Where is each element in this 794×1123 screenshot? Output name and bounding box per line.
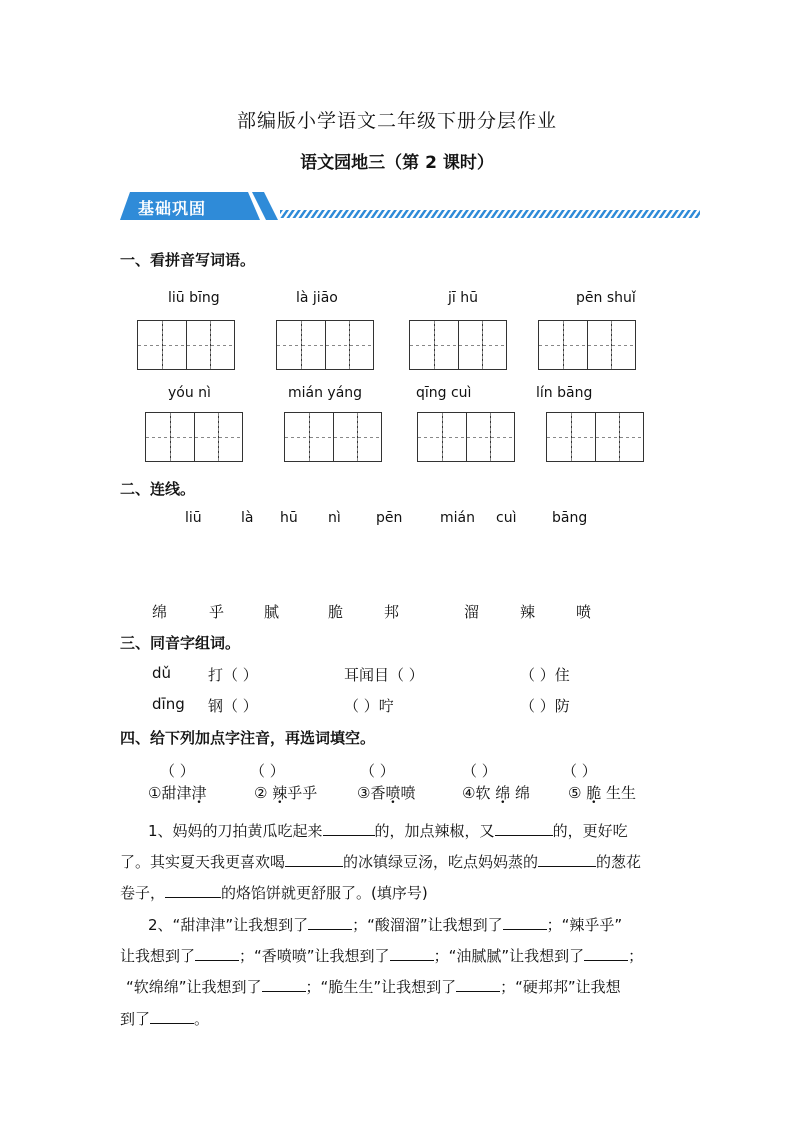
- dotted-char: 津: [191, 784, 207, 802]
- match-pinyin[interactable]: pēn: [376, 510, 403, 526]
- writing-grid[interactable]: [538, 320, 636, 370]
- pinyin-penshui: pēn shuǐ: [576, 290, 636, 306]
- question2-line2: 让我想到了 ；“香喷喷”让我想到了 ；“油腻腻”让我想到了 ；: [120, 947, 644, 965]
- match-char[interactable]: 邦: [384, 603, 400, 621]
- pinyin-qingcui: qīng cuì: [416, 385, 472, 401]
- writing-grid[interactable]: [137, 320, 235, 370]
- match-pinyin[interactable]: mián: [440, 510, 475, 526]
- answer-blank[interactable]: [262, 977, 306, 992]
- match-pinyin[interactable]: liū: [185, 510, 202, 526]
- match-char[interactable]: 腻: [264, 603, 280, 621]
- writing-grid[interactable]: [284, 412, 382, 462]
- homophone-blank[interactable]: （ ）防: [520, 697, 570, 715]
- writing-grid[interactable]: [276, 320, 374, 370]
- dotted-char: 喷: [385, 784, 401, 802]
- match-char[interactable]: 绵: [152, 603, 168, 621]
- banner-graphic: [120, 190, 700, 226]
- pinyin-jihu: jī hū: [448, 290, 478, 306]
- pinyin-blank[interactable]: （ ）: [250, 762, 285, 780]
- writing-grid[interactable]: [145, 412, 243, 462]
- writing-grid[interactable]: [417, 412, 515, 462]
- dotted-char: 绵: [495, 784, 511, 802]
- writing-grid[interactable]: [409, 320, 507, 370]
- pinyin-mianyang: mián yáng: [288, 385, 363, 401]
- answer-blank[interactable]: [390, 946, 434, 961]
- homophone-pinyin: dǔ: [152, 664, 172, 682]
- match-char[interactable]: 辣: [520, 603, 536, 621]
- pinyin-lajiao: là jiāo: [296, 290, 338, 306]
- section3-heading: 三、同音字组词。: [120, 634, 241, 652]
- match-char[interactable]: 脆: [328, 603, 344, 621]
- reduplicated-word-1: ①甜津津: [148, 784, 207, 802]
- answer-blank[interactable]: [150, 1009, 194, 1024]
- lesson-subtitle: 语文园地三（第 2 课时）: [300, 153, 494, 173]
- match-char[interactable]: 乎: [209, 603, 225, 621]
- match-pinyin[interactable]: bāng: [552, 510, 588, 526]
- match-pinyin[interactable]: là: [241, 510, 254, 526]
- homophone-blank[interactable]: 打（ ）: [208, 666, 258, 684]
- pinyin-youni: yóu nì: [168, 385, 211, 401]
- banner-stripes: [280, 210, 700, 218]
- answer-blank[interactable]: [285, 852, 343, 867]
- question2-line3: “软绵绵”让我想到了 ；“脆生生”让我想到了 ；“硬邦邦”让我想: [126, 978, 621, 996]
- answer-blank[interactable]: [323, 821, 375, 836]
- homophone-blank[interactable]: 耳闻目（ ）: [344, 666, 424, 684]
- document-title: 部编版小学语文二年级下册分层作业: [236, 110, 557, 132]
- homophone-blank[interactable]: （ ）住: [520, 666, 570, 684]
- match-pinyin[interactable]: nì: [328, 510, 341, 526]
- answer-blank[interactable]: [503, 915, 547, 930]
- question1-line1: 1、妈妈的刀拍黄瓜吃起来 的，加点辣椒，又 的，更好吃: [148, 822, 628, 840]
- match-pinyin[interactable]: cuì: [496, 510, 517, 526]
- homophone-pinyin: dīng: [152, 695, 185, 713]
- match-char[interactable]: 溜: [464, 603, 480, 621]
- answer-blank[interactable]: [195, 946, 239, 961]
- section1-heading: 一、看拼音写词语。: [120, 251, 256, 269]
- dotted-char: 脆: [586, 784, 602, 802]
- pinyin-blank[interactable]: （ ）: [562, 762, 597, 780]
- pinyin-blank[interactable]: （ ）: [360, 762, 395, 780]
- question1-line2: 了。其实夏天我更喜欢喝 的冰镇绿豆汤，吃点妈妈蒸的 的葱花: [120, 853, 642, 871]
- section-banner: [120, 190, 700, 226]
- pinyin-blank[interactable]: （ ）: [462, 762, 497, 780]
- reduplicated-word-5: ⑤ 脆 生生: [568, 784, 637, 802]
- pinyin-linbang: lín bāng: [536, 385, 593, 401]
- answer-blank[interactable]: [495, 821, 553, 836]
- answer-blank[interactable]: [584, 946, 628, 961]
- section4-heading: 四、给下列加点字注音，再选词填空。: [120, 729, 376, 747]
- writing-grid[interactable]: [546, 412, 644, 462]
- match-char[interactable]: 喷: [576, 603, 592, 621]
- pinyin-liubing: liū bīng: [168, 290, 220, 306]
- answer-blank[interactable]: [538, 852, 596, 867]
- homophone-blank[interactable]: 钢（ ）: [208, 697, 258, 715]
- question1-line3: 卷子， 的烙馅饼就更舒服了。(填序号): [120, 884, 428, 902]
- answer-blank[interactable]: [165, 883, 221, 898]
- homophone-blank[interactable]: （ ）咛: [344, 697, 394, 715]
- question2-line1: 2、“甜津津”让我想到了 ；“酸溜溜”让我想到了 ；“辣乎乎”: [148, 916, 623, 934]
- question2-line4: 到了 。: [120, 1010, 210, 1028]
- reduplicated-word-2: ② 辣乎乎: [254, 784, 318, 802]
- dotted-char: 辣: [272, 784, 288, 802]
- banner-label: 基础巩固: [138, 199, 207, 218]
- reduplicated-word-4: ④软 绵 绵: [462, 784, 531, 802]
- answer-blank[interactable]: [456, 977, 500, 992]
- reduplicated-word-3: ③香喷喷: [357, 784, 416, 802]
- match-pinyin[interactable]: hū: [280, 510, 298, 526]
- pinyin-blank[interactable]: （ ）: [160, 762, 195, 780]
- section2-heading: 二、连线。: [120, 480, 196, 498]
- answer-blank[interactable]: [308, 915, 352, 930]
